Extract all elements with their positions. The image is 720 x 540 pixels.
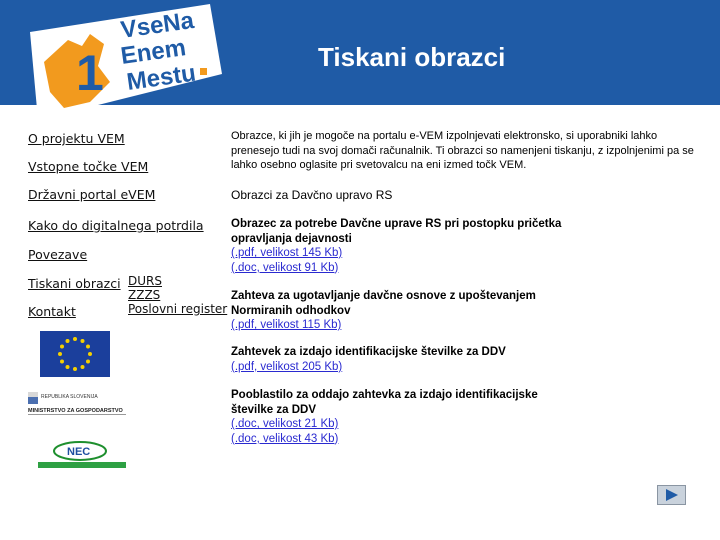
form-download-link[interactable]: (.pdf, velikost 145 Kb) [231,247,343,259]
intro-text: Obrazce, ki jih je mogoče na portalu e-VEM izpolnjevati elektronsko, si uporabniki lahko prenesejo tudi na svoj domači računalnik. Ti obrazci so namenjeni tiskanju, z izpolnjenimi pa se lahko osebno oglasite pri svetovalcu na eni izmed točk VEM. [231,130,694,171]
form-download-link[interactable]: (.pdf, velikost 205 Kb) [231,360,343,373]
form-title: Zahtevek za izdajo identifikacijske številke za DDV [231,346,506,358]
nav-item-tiskani-obrazci[interactable]: Tiskani obrazci [28,276,121,291]
play-arrow-icon [658,486,685,504]
next-slide-button[interactable] [657,485,686,505]
form-item [231,388,571,446]
form-title: Zahteva za ugotavljanje davčne osnove z upoštevanjem Normiranih odhodkov [231,290,536,317]
svg-text:1: 1 [76,45,104,101]
submenu-item-zzzs[interactable]: ZZZS [128,288,161,302]
nav-item-vstopne-tocke[interactable]: Vstopne točke VEM [28,159,149,174]
form-download-link[interactable]: (.doc, velikost 91 Kb) [231,261,339,274]
form-download-link[interactable]: (.doc, velikost 43 Kb) [231,432,339,445]
eu-star-icon [88,352,92,356]
section-title: Obrazci za Davčno upravo RS [231,188,393,202]
vem-logo [24,4,224,122]
nav-item-povezave[interactable]: Povezave [28,247,88,262]
eu-star-icon [66,339,70,343]
nav-item-digitalno-potrdilo[interactable]: Kako do digitalnega potrdila [28,218,204,233]
eu-star-icon [73,337,77,341]
form-item [231,217,571,275]
svg-text:Enem: Enem [119,34,188,70]
nec-logo [38,440,128,470]
eu-star-icon [86,360,90,364]
svg-text:NEC: NEC [67,446,91,458]
submenu-item-durs[interactable]: DURS [128,274,162,288]
svg-text:Mestu: Mestu [125,59,198,96]
eu-star-icon [58,352,62,356]
svg-text:VseNa: VseNa [119,6,196,44]
nav-item-drzavni-portal[interactable]: Državni portal eVEM [28,187,156,202]
eu-star-icon [60,345,64,349]
eu-star-icon [60,360,64,364]
ministry-logo [28,390,128,434]
eu-star-icon [81,365,85,369]
form-download-link[interactable]: (.doc, velikost 21 Kb) [231,418,339,430]
form-download-link[interactable]: (.pdf, velikost 115 Kb) [231,319,342,331]
form-title: Pooblastilo za oddajo zahtevka za izdajo identifikacijske številke za DDV [231,389,538,416]
page-title: Tiskani obrazci [318,42,506,72]
eu-star-icon [73,367,77,371]
nav-item-kontakt[interactable]: Kontakt [28,304,76,319]
nav-item-o-projektu[interactable]: O projektu VEM [28,131,125,146]
eu-star-icon [86,345,90,349]
header-bar [0,0,720,105]
eu-star-icon [66,365,70,369]
svg-text:REPUBLIKA SLOVENIJA: REPUBLIKA SLOVENIJA [41,394,98,400]
form-item [231,345,571,374]
eu-star-icon [81,339,85,343]
eu-flag-logo [40,331,110,377]
form-title: Obrazec za potrebe Davčne uprave RS pri postopku pričetka opravljanja dejavnosti [231,218,562,245]
form-item [231,289,571,333]
submenu-item-poslovni-register[interactable]: Poslovni register [128,302,228,316]
svg-text:MINISTRSTVO ZA GOSPODARSTVO: MINISTRSTVO ZA GOSPODARSTVO [28,408,123,414]
